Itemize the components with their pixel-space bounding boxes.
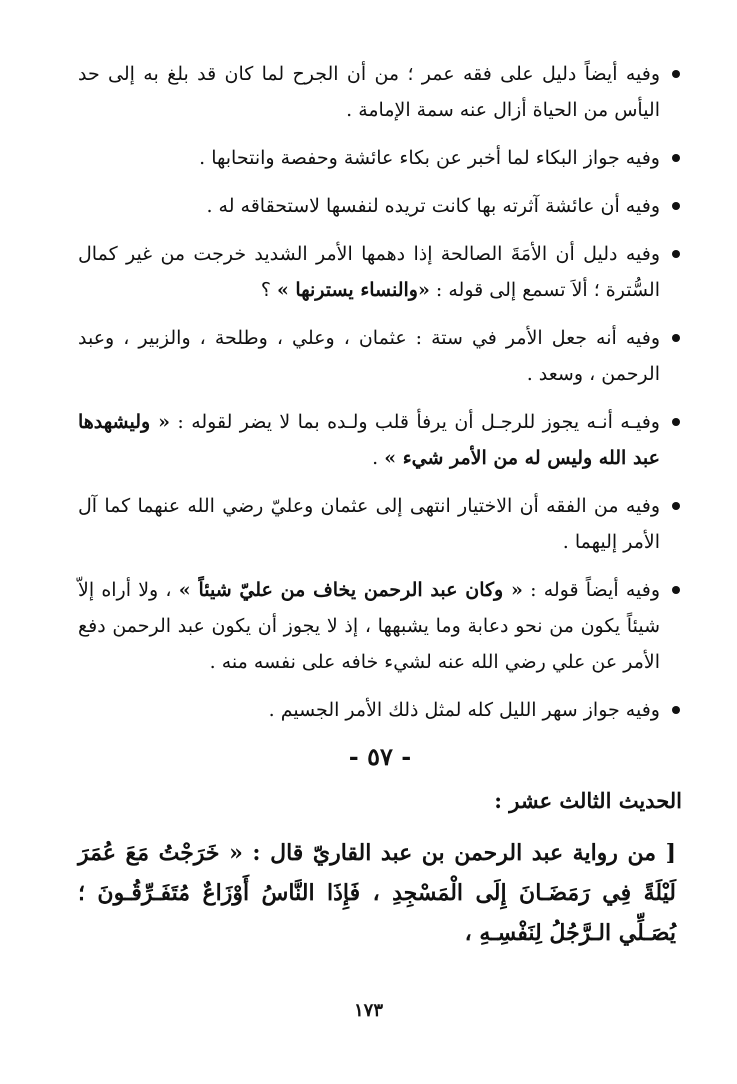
list-item — [78, 692, 682, 728]
item-text: وفيه أن عائشة آثرته بها كانت تريده لنفسها لاستحقاقه له . — [206, 195, 660, 217]
item-quote: «والنساء يسترنها » — [276, 279, 430, 301]
section-number: - ٥٧ - — [348, 742, 412, 771]
item-quote: « وكان عبد الرحمن يخاف من عليّ شيئاً » — [178, 579, 523, 601]
list-item — [78, 404, 682, 476]
item-text: وفيه أيضاً قوله : — [522, 579, 660, 601]
hadith-narration: [ من رواية عبد الرحمن بن عبد القاريّ قال : « خَرَجْتُ مَعَ عُمَرَ لَيْلَةً فِي رَمَضَـانَ إِلَى الْمَسْجِدِ ، فَإِذَا النَّاسُ أَوْزَاعٌ مُتَفَـرِّقُـونَ ؛ يُصَـلِّي الـرَّجُلُ لِنَفْسِـهِ ، — [78, 840, 676, 946]
item-text: وفيه جواز سهر الليل كله لمثل ذلك الأمر الجسيم . — [268, 699, 660, 721]
list-item — [78, 188, 682, 224]
item-text: وفيه دليل أن الأمَةَ الصالحة إذا دهمها الأمر الشديد خرجت من غير كمال السُّترة ؛ ألاَ تسمع إلى قوله : — [78, 243, 660, 301]
item-text: وفيه أنه جعل الأمر في ستة : عثمان ، وعلي ، وطلحة ، والزبير ، وعبد الرحمن ، وسعد . — [78, 327, 660, 385]
list-item — [78, 236, 682, 308]
item-quote: « وليشهدها عبد الله وليس له من الأمر شيء » — [78, 411, 660, 469]
list-item — [78, 572, 682, 680]
hadith-heading: الحديث الثالث عشر : — [494, 788, 682, 813]
list-item — [78, 320, 682, 392]
item-text: . — [372, 447, 385, 469]
list-item — [78, 140, 682, 176]
item-text: وفيـه أنـه يجوز للرجـل أن يرفأ قلب ولـده بما لا يضر لقوله : — [170, 411, 660, 433]
list-item — [78, 56, 682, 128]
item-text: وفيه من الفقه أن الاختيار انتهى إلى عثمان وعليّ رضي الله عنهما كما آل الأمر إليهما . — [78, 495, 660, 553]
item-text: وفيه أيضاً دليل على فقه عمر ؛ من أن الجرح لما كان قد بلغ به إلى حد اليأس من الحياة أزال عنه سمة الإمامة . — [78, 63, 660, 121]
page-number: ١٧٣ — [353, 1000, 383, 1021]
page-body — [78, 56, 682, 953]
list-item — [78, 488, 682, 560]
item-text: ؟ — [260, 279, 277, 301]
item-text: ، ولا أراه إلاّ شيئاً يكون من نحو دعابة وما يشبهها ، إذ لا يجوز أن يكون عبد الرحمن دفع الأمر عن علي رضي الله عنه لشيء خافه على نفسه منه . — [78, 579, 660, 673]
item-text: وفيه جواز البكاء لما أخبر عن بكاء عائشة وحفصة وانتحابها . — [199, 147, 660, 169]
